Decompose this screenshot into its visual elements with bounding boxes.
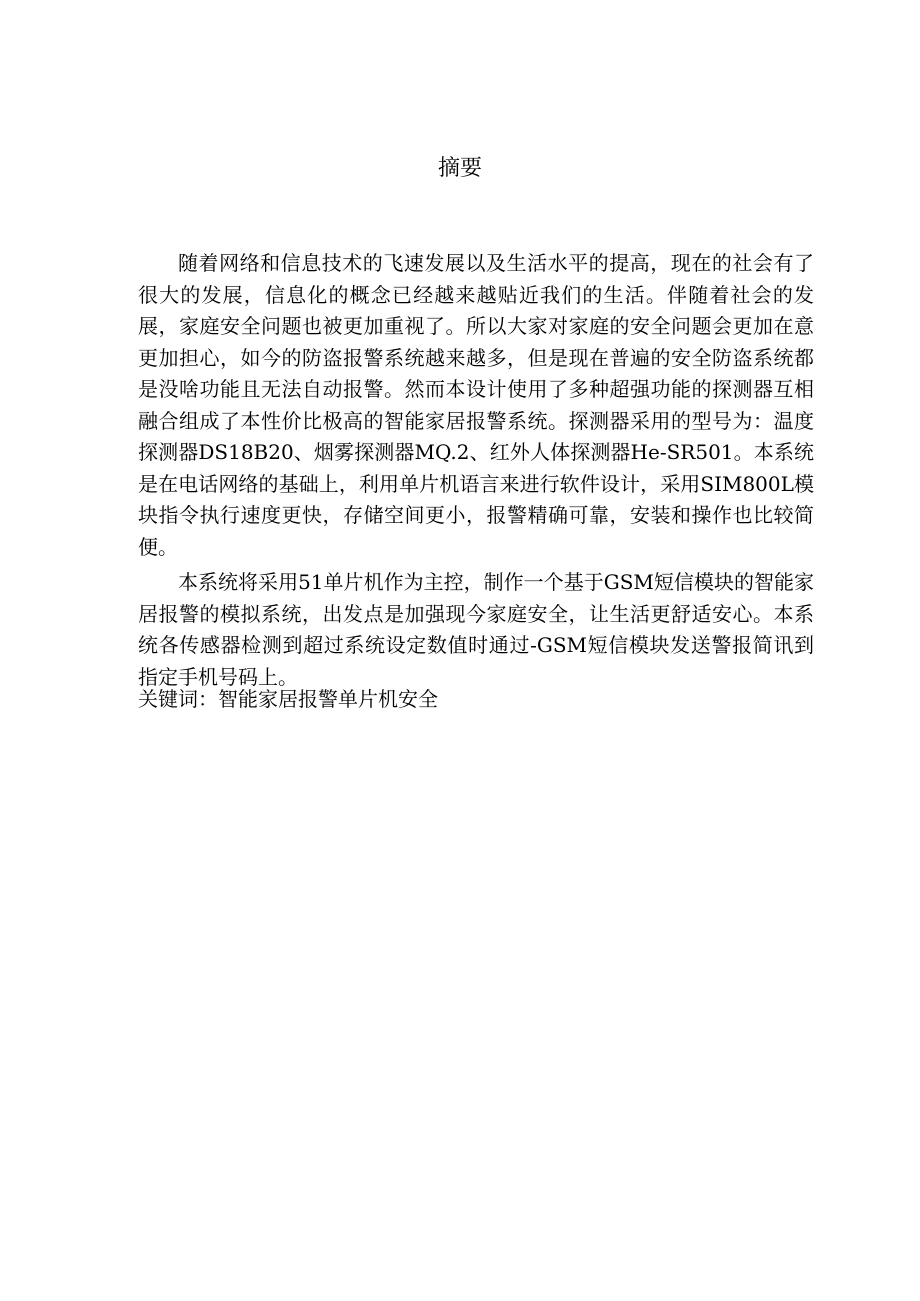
abstract-paragraph-1: 随着网络和信息技术的飞速发展以及生活水平的提高，现在的社会有了很大的发展，信息化的概念已经越来越贴近我们的生活。伴随着社会的发展，家庭安全问题也被更加重视了。所以大家对家庭的安全问题会更加在意更加担心，如今的防盗报警系统越来越多，但是现在普遍的安全防盗系统都是没啥功能且无法自动报警。然而本设计使用了多种超强功能的探测器互相融合组成了本性价比极高的智能家居报警系统。探测器采用的型号为：温度探测器DS18B20、烟雾探测器MQ.2、红外人体探测器He-SR501。本系统是在电话网络的基础上，利用单片机语言来进行软件设计，采用SIM800L模块指令执行速度更快，存储空间更小，报警精确可靠，安装和操作也比较简便。 [138, 251, 814, 559]
abstract-paragraph-2: 本系统将采用51单片机作为主控，制作一个基于GSM短信模块的智能家居报警的模拟系统，出发点是加强现今家庭安全，让生活更舒适安心。本系统各传感器检测到超过系统设定数值时通过-GSM短信模块发送警报简讯到指定手机号码上。 [138, 570, 814, 689]
keywords-line: 关键词：智能家居报警单片机安全 [138, 687, 438, 711]
abstract-body [138, 248, 814, 697]
abstract-title: 摘要 [437, 156, 482, 181]
